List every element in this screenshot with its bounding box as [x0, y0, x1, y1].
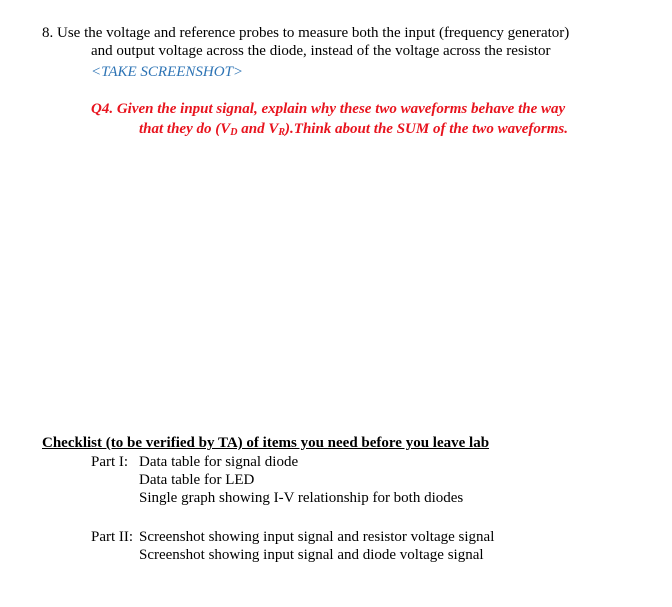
question-4-line-2: [139, 120, 568, 142]
q4-text-part: that they do (V: [139, 121, 231, 137]
checklist-item: Screenshot showing input signal and resistor voltage signal: [139, 529, 495, 545]
question-4-line-1: Q4. Given the input signal, explain why these two waveforms behave the way: [91, 101, 566, 117]
checklist-item: Single graph showing I-V relationship for both diodes: [139, 490, 464, 506]
q4-text-part: ).Think about the SUM of the two waveforms.: [285, 121, 568, 137]
part-2-label: Part II:: [91, 529, 134, 545]
q4-text-part: and V: [237, 121, 279, 137]
part-1-label: Part I:: [91, 454, 129, 470]
checklist-item: Data table for LED: [139, 472, 255, 488]
checklist-item: Data table for signal diode: [139, 454, 299, 470]
step-8-line-2: and output voltage across the diode, instead of the voltage across the resistor: [91, 43, 551, 59]
step-8-line-1: 8. Use the voltage and reference probes to measure both the input (frequency generator): [42, 25, 570, 41]
subscript-d: D: [230, 127, 238, 138]
subscript-r: R: [278, 127, 286, 138]
checklist-item: Screenshot showing input signal and diode voltage signal: [139, 547, 484, 563]
checklist-heading: Checklist (to be verified by TA) of items you need before you leave lab: [42, 435, 490, 451]
take-screenshot-tag: <TAKE SCREENSHOT>: [91, 64, 244, 80]
